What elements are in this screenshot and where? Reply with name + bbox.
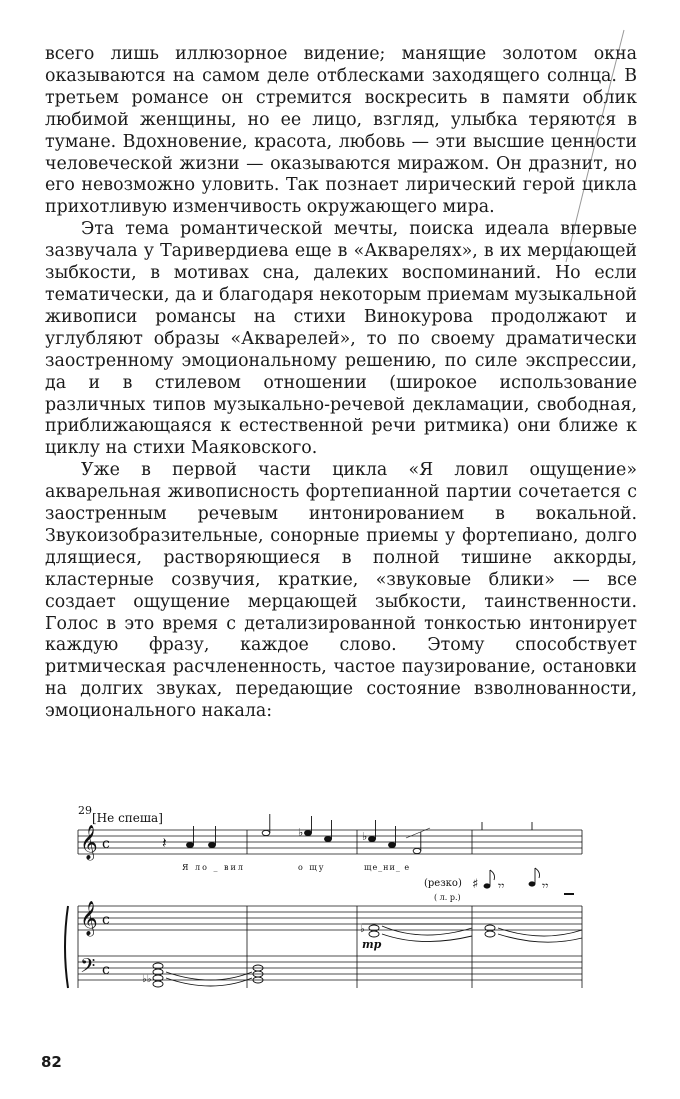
svg-text:c: c: [102, 962, 110, 978]
vocal-staff: [78, 830, 582, 854]
svg-text:♭♭: ♭♭: [142, 974, 152, 985]
treble-clef: 𝄞: [80, 825, 98, 860]
lyric-2: о щу: [298, 863, 326, 872]
svg-text:♭: ♭: [298, 826, 304, 839]
paragraph-3: Уже в первой части цикла «Я ловил ощущение» акварельная живописность фортепианной партии сочетается с заостренным речевым интонированием в вокальной. Звукоизобразительные, сонорные приемы у фортепиано, долго длящиеся, растворяющиеся в полной тишине аккорды, кластерные созвучия, краткие, «звуковые блики» — все создает ощущение мерцающей зыбкости, таинственности. Голос в это время с детализированной тонкостью интонирует каждую фразу, каждое слово. Этому способствует ритмическая расчлененность, частое паузирование, остановки на долгих звуках, передающие состояние взволнованности, эмоционального накала:: [45, 460, 637, 722]
music-score: [62, 798, 602, 998]
svg-text:c: c: [102, 836, 110, 852]
svg-text:𝄾𝄾: 𝄾𝄾: [498, 879, 505, 893]
piano-treble-clef: 𝄞: [80, 901, 98, 936]
svg-text:𝄾𝄾: 𝄾𝄾: [542, 879, 549, 893]
text-body: [45, 44, 637, 723]
piano-chords: [142, 924, 582, 987]
direction-sharp: (резко): [424, 878, 462, 889]
tempo-marking: [Не спеша]: [92, 811, 163, 825]
piano-brace: [65, 906, 68, 988]
paragraph-2: Эта тема романтической мечты, поиска идеала впервые зазвучала у Таривердиева еще в «Акварелях», в их мерцающей зыбкости, в мотивах сна, далеких воспоминаний. Но если тематически, да и благодаря некоторым приемам музыкальной живописи романсы на стихи Винокурова продолжают и углубляют образы «Акварелей», то по своему драматически заостренному эмоциональному решению, по силе экспрессии, да и в стилевом отношении (широкое использование различных типов музыкально-речевой декламации, свободная, приближающаяся к естественной речи ритмика) они ближе к циклу на стихи Маяковского.: [45, 219, 637, 459]
svg-text:c: c: [102, 912, 110, 928]
lyric-1: Я ло _ вил: [182, 863, 245, 872]
bass-clef: 𝄢: [80, 954, 96, 982]
grace-notes: [472, 822, 574, 894]
hand-marking: ( л. р.): [434, 893, 461, 902]
dynamic-marking: mp: [362, 938, 382, 951]
svg-text:𝄽: 𝄽: [162, 834, 167, 852]
page-number: 82: [41, 1053, 62, 1071]
lyric-3: ще_ни_ е: [364, 863, 411, 872]
svg-text:♭: ♭: [360, 924, 365, 935]
svg-text:♯: ♯: [472, 877, 479, 892]
paragraph-1: всего лишь иллюзорное видение; манящие золотом окна оказываются на самом деле отблесками заходящего солнца. В третьем романсе он стремится воскресить в памяти облик любимой женщины, но ее лицо, взгляд, улыбка теряются в тумане. Вдохновение, красота, любовь — эти высшие ценности человеческой жизни — оказываются миражом. Он дразнит, но его невозможно уловить. Так познает лирический герой цикла прихотливую изменчивость окружающего мира.: [45, 44, 637, 218]
svg-text:♭: ♭: [362, 830, 368, 843]
measure-number: 29: [78, 804, 92, 817]
